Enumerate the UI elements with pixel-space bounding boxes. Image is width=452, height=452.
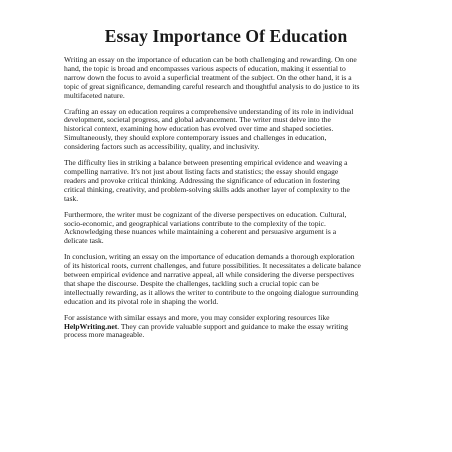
paragraph-line: task.: [64, 193, 79, 203]
paragraph-line: Simultaneously, they should explore contemporary issues and challenges in education,: [64, 133, 327, 143]
paragraph-line: compelling narrative. It's not just about listing facts and statistics; the essay should engage: [64, 166, 339, 176]
paragraph: [64, 159, 396, 204]
paragraph: [64, 253, 396, 306]
paragraph-line: hand, the topic is broad and encompasses various aspects of education, making it essential to: [64, 63, 346, 73]
paragraph-line: historical context, examining how education has evolved over time and shaped societies.: [64, 124, 334, 134]
paragraph-line: Writing an essay on the importance of education can be both challenging and rewarding. On one: [64, 55, 357, 64]
paragraph-line: readers and provoke critical thinking. Addressing the significance of education in fostering: [64, 175, 340, 185]
paragraph-line: Furthermore, the writer must be cognizant of the diverse perspectives on education. Cultural,: [64, 209, 347, 219]
paragraph-line: narrow down the focus to avoid a superficial treatment of the subject. On the other hand, it is a: [64, 72, 352, 82]
paragraph-line: delicate task.: [64, 236, 104, 246]
paragraph-line: education and its pivotal role in shaping the world.: [64, 296, 219, 306]
closing-paragraph: [64, 314, 396, 341]
helpwriting-link[interactable]: HelpWriting.net: [64, 321, 118, 331]
paragraph-line: of its historical roots, current challenges, and future possibilities. It necessitates a delicate balance: [64, 261, 361, 271]
paragraph-line: between empirical evidence and narrative appeal, all while considering the diverse perspectives: [64, 270, 355, 280]
paragraph-line: considering factors such as accessibility, quality, and inclusivity.: [64, 142, 260, 152]
paragraph-line: socio-economic, and geographical variations contribute to the complexity of the topic.: [64, 218, 326, 228]
document-body: [64, 56, 396, 347]
closing-line: process more manageable.: [64, 330, 145, 340]
paragraph-line: Acknowledging these nuances while maintaining a coherent and persuasive argument is a: [64, 227, 337, 237]
paragraph-line: The difficulty lies in striking a balance between presenting empirical evidence and weaving a: [64, 158, 348, 168]
paragraph-line: multifaceted nature.: [64, 90, 125, 100]
paragraph-line: topic of great significance, demanding careful research and thoughtful analysis to do justice to its: [64, 81, 360, 91]
paragraph: [64, 56, 396, 101]
closing-line-rest: . They can provide valuable support and guidance to make the essay writing: [117, 321, 349, 331]
paragraph-line: development, societal progress, and global advancement. The writer must delve into the: [64, 115, 331, 125]
closing-line: For assistance with similar essays and more, you may consider exploring resources like: [64, 312, 330, 322]
paragraph: [64, 108, 396, 153]
paragraph-line: critical thinking, creativity, and problem-solving skills adds another layer of complexity to the: [64, 184, 350, 194]
paragraph-line: intellectually rewarding, as it allows the writer to contribute to the ongoing dialogue surrounding: [64, 287, 359, 297]
paragraph-line: that shape the discourse. Despite the challenges, tackling such a crucial topic can be: [64, 278, 319, 288]
paragraph-line: In conclusion, writing an essay on the importance of education demands a thorough exploration: [64, 252, 355, 262]
paragraph: [64, 211, 396, 247]
page-title: Essay Importance Of Education: [104, 26, 348, 46]
paragraph-line: Crafting an essay on education requires a comprehensive understanding of its role in individual: [64, 106, 354, 116]
